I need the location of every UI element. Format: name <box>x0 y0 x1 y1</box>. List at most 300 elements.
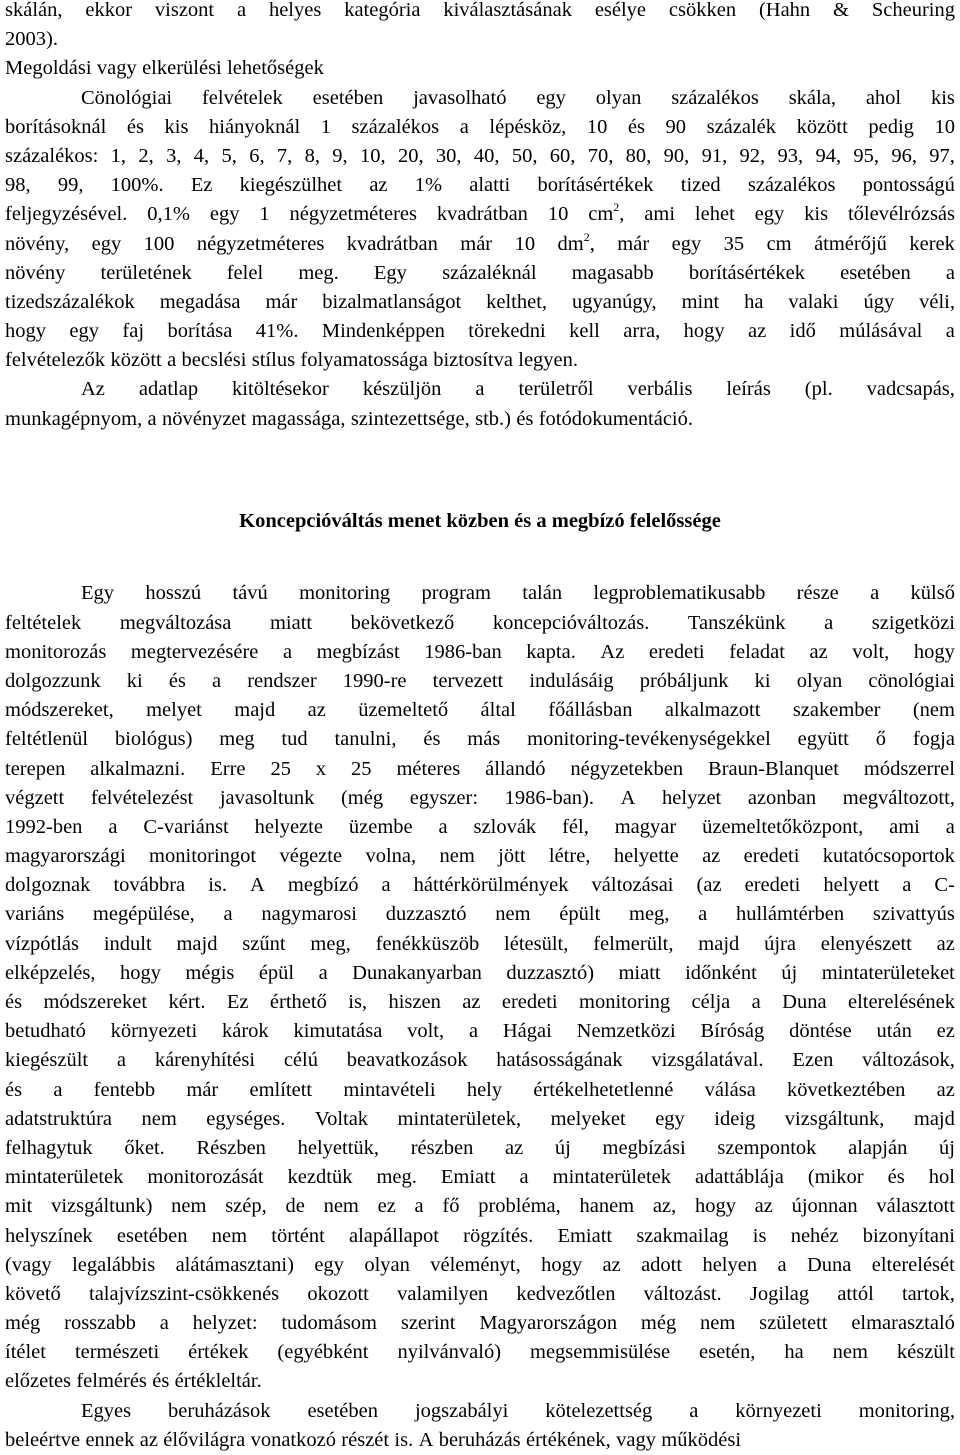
word: a <box>519 1166 529 1189</box>
word: duzzasztó <box>385 903 467 926</box>
word: 60, <box>549 144 576 167</box>
text-line <box>5 1163 955 1192</box>
word: átmérőjű <box>814 232 887 255</box>
word: egy <box>91 232 122 255</box>
word: az <box>505 1136 524 1159</box>
document-page <box>5 0 955 1455</box>
word: adatstruktúra <box>5 1107 113 1130</box>
word: 25 <box>270 757 291 780</box>
word: Scheuring <box>871 0 955 21</box>
word: felmerült, <box>593 932 674 955</box>
text-line <box>5 1134 955 1163</box>
word: kapta. <box>526 640 576 663</box>
word: a <box>945 815 955 838</box>
word: érthető <box>269 991 327 1014</box>
word: részben <box>410 1136 474 1159</box>
word: időnként <box>685 961 757 984</box>
text-line <box>5 405 955 434</box>
word: monitorozás <box>5 640 107 663</box>
word: véli, <box>919 290 955 313</box>
word: a <box>167 349 177 372</box>
word: négyzetméteres <box>289 203 417 226</box>
word: azonban <box>747 786 817 809</box>
word: 40, <box>473 144 500 167</box>
word: 98, <box>5 174 31 197</box>
word: az <box>369 174 388 197</box>
word: nem <box>323 1195 359 1218</box>
word: megbízást <box>316 640 400 663</box>
word: jogszabályi <box>414 1399 509 1422</box>
word: már <box>186 1078 219 1101</box>
word: Emiatt <box>557 1224 613 1247</box>
word: javasolható <box>413 86 507 109</box>
word: alátámasztani) <box>175 1253 294 1276</box>
word: nyilvánvaló) <box>397 1341 502 1364</box>
word: skála, <box>788 86 836 109</box>
word: faj <box>122 320 145 343</box>
word: bekövetkező <box>350 611 455 634</box>
word: működési <box>661 1428 742 1451</box>
word: feltételek <box>5 611 82 634</box>
word: magassága, <box>251 407 346 430</box>
word: épült <box>559 903 601 926</box>
word: verbális <box>627 378 693 401</box>
word: új <box>781 961 798 984</box>
word: százalékos: <box>5 144 99 167</box>
word: meg, <box>310 932 351 955</box>
word: borításértékek <box>688 261 805 284</box>
word: javasoltunk <box>219 786 315 809</box>
word: tized <box>680 174 721 197</box>
word: megépülése, <box>92 903 195 926</box>
word: próbáljunk <box>639 669 729 692</box>
word: 9, <box>332 144 348 167</box>
word: munkagépnyom, <box>5 407 143 430</box>
word: módszereket <box>43 991 148 1014</box>
word: a <box>53 1078 63 1101</box>
word: cm <box>766 232 792 255</box>
word: véleményt, <box>430 1253 521 1276</box>
word: lépésköz, <box>489 115 567 138</box>
text-line <box>5 1222 955 1251</box>
word: felmérés <box>76 1370 147 1393</box>
word: készüljön <box>362 378 442 401</box>
word: százalékos <box>747 174 836 197</box>
word: százalékos <box>671 86 759 109</box>
text-line <box>5 667 955 696</box>
word: tudomásom <box>281 1312 378 1335</box>
word: volna, <box>365 845 417 868</box>
word: károk <box>221 1020 269 1043</box>
word: Megoldási <box>5 57 92 80</box>
word: része <box>796 582 839 605</box>
text-line <box>5 84 955 113</box>
word: stb.) <box>475 407 511 430</box>
word: helyzet <box>662 786 722 809</box>
word: úgy <box>863 290 895 313</box>
word: 8, <box>304 144 320 167</box>
word: A <box>250 874 265 897</box>
word: és <box>5 1078 23 1101</box>
text-line <box>5 1309 955 1338</box>
word: területének <box>100 261 192 284</box>
word: környezeti <box>110 1020 198 1043</box>
text-line <box>5 696 955 725</box>
word: százalék <box>706 115 777 138</box>
word: élővilágra <box>163 1428 246 1451</box>
word: nem <box>439 845 475 868</box>
word: monitoringot <box>149 845 257 868</box>
word: 1990-re <box>342 669 407 692</box>
word: (mikor <box>807 1166 864 1189</box>
word: 0,1% <box>147 203 190 226</box>
word: meg. <box>298 261 339 284</box>
text-line <box>5 842 955 871</box>
word: pontosságú <box>862 174 955 197</box>
text-block-bottom <box>5 579 955 1455</box>
text-line <box>5 725 955 754</box>
word: követő <box>5 1282 61 1305</box>
word: már <box>460 232 493 255</box>
text-line <box>5 1397 955 1426</box>
word: adattáblája <box>695 1166 784 1189</box>
word: az <box>462 991 481 1014</box>
word: az <box>809 640 828 663</box>
word: csökken <box>668 0 737 21</box>
word: 80, <box>625 144 652 167</box>
word: kategória <box>344 0 421 21</box>
word: majd <box>176 932 218 955</box>
word: a <box>159 1312 169 1335</box>
word: Ez <box>226 991 249 1014</box>
intro-paragraph-end <box>5 0 955 54</box>
word: alatti <box>469 174 511 197</box>
word: talajvízszint-csökkenés <box>89 1282 280 1305</box>
word: Duna <box>782 991 827 1014</box>
word: fenékküszöb <box>375 932 480 955</box>
word: elkerülési <box>142 57 222 80</box>
word: ki <box>754 669 771 692</box>
word: de <box>285 1195 305 1218</box>
word: és <box>152 1370 170 1393</box>
word: kis <box>804 203 829 226</box>
word: az, <box>652 1195 677 1218</box>
word: az <box>936 1078 955 1101</box>
word: a <box>945 320 955 343</box>
word: 6, <box>249 144 265 167</box>
word: szintezettsége, <box>350 407 470 430</box>
word: 100%. <box>110 174 164 197</box>
word: hosszú <box>145 582 202 605</box>
word: vizsgáltunk) <box>51 1195 153 1218</box>
word: nem <box>832 1341 868 1364</box>
word: ideig <box>714 1107 756 1130</box>
word: feltétlenül <box>5 728 89 751</box>
word: célú <box>283 1049 318 1072</box>
word: felvételezést <box>90 786 194 809</box>
word: természeti <box>74 1341 160 1364</box>
word: hogy <box>5 320 46 343</box>
word: a <box>475 378 485 401</box>
word: egy <box>671 232 702 255</box>
word: és <box>5 991 23 1014</box>
word: változásai <box>591 874 674 897</box>
word: Az <box>600 640 625 663</box>
text-line <box>5 142 955 171</box>
word: tervezett <box>432 669 504 692</box>
word: mintavételi <box>343 1078 436 1101</box>
word: egy <box>209 203 240 226</box>
word: terepen <box>5 757 66 780</box>
word: üzemeltetőközpont, <box>702 815 864 838</box>
section-gap <box>5 434 955 492</box>
word: kezdtük <box>287 1166 353 1189</box>
word: melyet <box>146 699 202 722</box>
text-line <box>5 54 955 83</box>
word: beruházás <box>438 1428 521 1451</box>
word: a <box>777 1253 787 1276</box>
word: között <box>796 115 848 138</box>
word: háttérkörülmények <box>413 874 569 897</box>
word: elmarasztaló <box>851 1312 955 1335</box>
word: mintaterületek <box>5 1166 124 1189</box>
word: legalábbis <box>72 1253 156 1276</box>
word: rosszabb <box>64 1312 136 1335</box>
word: monitoring, <box>858 1399 955 1422</box>
word: a <box>236 0 247 21</box>
word: hol <box>928 1166 955 1189</box>
superscript: 2 <box>613 200 620 215</box>
word: miatt <box>269 611 313 634</box>
word: 1, <box>110 144 127 167</box>
text-line <box>5 1251 955 1280</box>
word: Egy <box>81 582 115 605</box>
word: értékének, <box>525 1428 611 1451</box>
word: növény <box>5 261 66 284</box>
word: esetén, <box>699 1341 756 1364</box>
word: kutatócsoportok <box>822 845 955 868</box>
word: szűnt <box>242 932 286 955</box>
word: is. <box>208 874 228 897</box>
text-line <box>5 813 955 842</box>
word: született <box>759 1312 828 1335</box>
word: koncepcióváltozás. <box>492 611 650 634</box>
word: Duna <box>806 1253 852 1276</box>
word: biológus) <box>114 728 193 751</box>
word: és <box>887 1166 905 1189</box>
word: 100 <box>143 232 175 255</box>
word: hullámtérben <box>735 903 845 926</box>
word: Egy <box>373 261 407 284</box>
word: 93, <box>777 144 804 167</box>
text-line <box>5 230 955 259</box>
word: A <box>620 786 636 809</box>
word: 25 <box>351 757 372 780</box>
word: (még <box>340 786 384 809</box>
word: kiegészült <box>5 1049 89 1072</box>
word: meg <box>219 728 255 751</box>
word: helyen <box>702 1253 758 1276</box>
word: 2003). <box>5 28 58 51</box>
word: variáns <box>5 903 65 926</box>
word: valaki <box>788 290 839 313</box>
word: ő <box>875 728 886 751</box>
word: helyes <box>268 0 322 21</box>
word: tizedszázalékok <box>5 290 135 313</box>
word: az <box>307 699 326 722</box>
text-line <box>5 1046 955 1075</box>
word: 97, <box>929 144 955 167</box>
word: tőlevélrózsás <box>847 203 955 226</box>
word: külső <box>910 582 955 605</box>
text-line <box>5 113 955 142</box>
word: 3, <box>166 144 182 167</box>
word: ez <box>377 1195 396 1218</box>
word: elenyészett <box>820 932 912 955</box>
text-line <box>5 988 955 1017</box>
word: már <box>617 232 650 255</box>
word: ahol <box>865 86 902 109</box>
word: miatt <box>618 961 661 984</box>
word: vagy <box>96 57 137 80</box>
word: és <box>168 669 186 692</box>
word: x <box>315 757 327 780</box>
word: fentebb <box>93 1078 156 1101</box>
word: rendszer <box>247 669 317 692</box>
word: főállásban <box>548 699 633 722</box>
word: duzzasztó) <box>506 961 595 984</box>
word: $cm^2$, <box>588 200 625 226</box>
superscript: 2 <box>583 229 590 244</box>
word: továbbra <box>113 874 186 897</box>
word: egy <box>754 203 785 226</box>
word: Erre <box>210 757 246 780</box>
word: 10 <box>586 115 608 138</box>
word: helyette <box>613 845 679 868</box>
word: indulásáig <box>529 669 614 692</box>
word: a <box>414 1195 424 1218</box>
word: helyszínek <box>5 1224 93 1247</box>
word: négyzetekben <box>570 757 684 780</box>
word: új <box>939 1136 955 1159</box>
word: üzembe <box>348 815 413 838</box>
word: 95, <box>853 144 880 167</box>
word: készült <box>896 1341 955 1364</box>
word: 5, <box>221 144 237 167</box>
word: elképzelés, <box>5 961 96 984</box>
word: hanem <box>579 1195 635 1218</box>
text-line <box>5 171 955 200</box>
word: részét <box>341 1428 390 1451</box>
word: százaléknál <box>442 261 537 284</box>
word: Braun-Blanquet <box>708 757 839 780</box>
word: esetében <box>312 86 384 109</box>
word: (egyébként <box>277 1341 369 1364</box>
word: ez <box>936 1020 955 1043</box>
word: említett <box>249 1078 313 1101</box>
word: biztosítva <box>433 349 513 372</box>
word: helyett <box>823 874 880 897</box>
word: skálán, <box>5 0 63 21</box>
word: magyarországi <box>5 845 126 868</box>
word: beleértve <box>5 1428 81 1451</box>
word: területről <box>518 378 594 401</box>
word: esélye <box>594 0 647 21</box>
word: borítása <box>167 320 233 343</box>
word: hatásosságának <box>496 1049 623 1072</box>
word: adott <box>641 1253 683 1276</box>
word: esetében <box>307 1399 379 1422</box>
word: vadcsapás, <box>866 378 955 401</box>
word: cönológiai <box>868 669 955 692</box>
word: 90, <box>663 144 690 167</box>
word: kerek <box>909 232 955 255</box>
word: okozott <box>307 1282 369 1305</box>
word: Részben <box>196 1136 266 1159</box>
word: monitoring <box>299 582 391 605</box>
word: Dunakanyarban <box>352 961 482 984</box>
word: Nemzetközi <box>576 1020 676 1043</box>
word: szakember <box>792 699 881 722</box>
word: a <box>381 874 391 897</box>
word: hogy <box>541 1253 583 1276</box>
word: 2, <box>138 144 154 167</box>
word: kvadrátban <box>346 232 438 255</box>
word: célja <box>691 991 731 1014</box>
word: ennek <box>85 1428 135 1451</box>
word: (az <box>696 874 722 897</box>
word: épül <box>258 961 295 984</box>
word: méteres <box>396 757 461 780</box>
text-line <box>5 1076 955 1105</box>
word: a <box>438 815 448 838</box>
word: őket. <box>124 1136 165 1159</box>
word: bizalmatlanságot <box>322 290 462 313</box>
word: fogja <box>912 728 955 751</box>
word: nem <box>171 1195 207 1218</box>
word: is <box>752 1224 767 1247</box>
word: értékleltár. <box>174 1370 262 1393</box>
word: következtében <box>787 1078 906 1101</box>
text-line <box>5 609 955 638</box>
text-block-top <box>5 0 955 434</box>
word: a <box>870 582 880 605</box>
word: rögzítés. <box>463 1224 534 1247</box>
word: megbízási <box>602 1136 686 1159</box>
word: (Hahn <box>758 0 811 21</box>
word: meg, <box>629 903 670 926</box>
word: ugyanúgy, <box>571 290 657 313</box>
word: helyezte <box>254 815 323 838</box>
word: a <box>902 874 912 897</box>
word: kitöltésekor <box>232 378 329 401</box>
word: A <box>418 1428 434 1451</box>
word: a <box>698 903 708 926</box>
word: ami <box>889 815 920 838</box>
word: megtervezésére <box>130 640 259 663</box>
word: nem <box>495 903 531 926</box>
word: alapállapot <box>349 1224 439 1247</box>
word: állandó <box>485 757 546 780</box>
word: C-variánst <box>143 815 229 838</box>
word: és <box>516 407 534 430</box>
word: talán <box>522 582 563 605</box>
text-line <box>5 346 955 375</box>
word: törekedni <box>468 320 546 343</box>
word: idő <box>789 320 816 343</box>
word: Bíróság <box>700 1020 765 1043</box>
word: hogy <box>119 961 161 984</box>
